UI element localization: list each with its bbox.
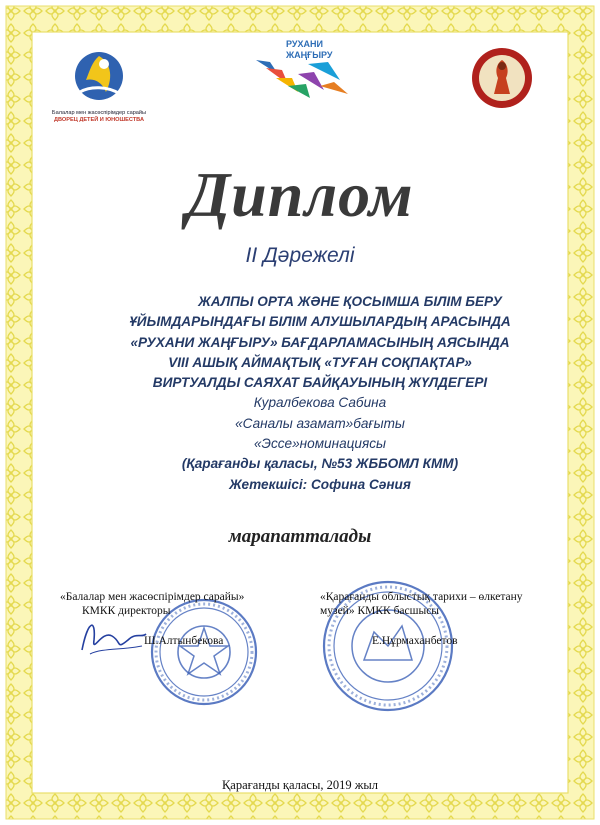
right-name: Е.Нұрмаханбетов bbox=[372, 635, 458, 647]
award-nomination: «Эссе»номинациясы bbox=[253, 436, 387, 452]
award-line: «РУХАНИ ЖАҢҒЫРУ» БАҒДАРЛАМАСЫНЫҢ АЯСЫНДА bbox=[130, 334, 510, 350]
right-org: «Қарағанды облыстық тарихи – өлкетану bbox=[320, 591, 523, 603]
award-direction: «Саналы азамат»бағыты bbox=[235, 415, 405, 431]
museum-logo bbox=[470, 46, 534, 110]
museum-emblem-icon bbox=[470, 46, 534, 110]
left-role: КМКК директоры bbox=[82, 605, 171, 617]
award-line: VIII АШЫҚ АЙМАҚТЫҚ «ТУҒАН СОҚПАҚТАР» bbox=[168, 354, 472, 370]
left-signature-block bbox=[60, 590, 300, 648]
award-line: ВИРТУАЛДЫ САЯХАТ БАЙҚАУЫНЫҢ ЖҮЛДЕГЕРІ bbox=[152, 375, 488, 391]
diploma-degree: II Дәрежелі bbox=[245, 244, 355, 267]
awarded-text: марапатталады bbox=[228, 526, 372, 547]
supervisor: Жетекшісі: Софина Сәния bbox=[229, 476, 411, 492]
award-line: ЖАЛПЫ ОРТА ЖӘНЕ ҚОСЫМША БІЛІМ БЕРУ bbox=[198, 294, 502, 309]
footer-place-year: Қарағанды қаласы, 2019 жыл bbox=[221, 778, 379, 792]
left-name: Ш.Алтынбекова bbox=[144, 635, 224, 647]
award-line: ҰЙЫМДАРЫНДАҒЫ БІЛІМ АЛУШЫЛАРДЫҢ АРАСЫНДА bbox=[129, 314, 511, 330]
rukhani-zhangyru-logo bbox=[248, 34, 358, 106]
palace-emblem-icon bbox=[40, 48, 158, 103]
palace-caption-kz: Балалар мен жасөспірімдер сарайы bbox=[51, 110, 147, 116]
right-signature-block bbox=[320, 590, 560, 648]
palace-caption-ru: ДВОРЕЦ ДЕТЕЙ И ЮНОШЕСТВА bbox=[54, 116, 144, 123]
recipient-school: (Қарағанды қаласы, №53 ЖББОМЛ КММ) bbox=[181, 456, 459, 472]
palace-logo bbox=[40, 48, 158, 126]
right-role: музей» КМКК басшысы bbox=[320, 605, 440, 617]
recipient-name: Куралбекова Сабина bbox=[253, 395, 387, 411]
left-org: «Балалар мен жасөспірімдер сарайы» bbox=[60, 591, 245, 603]
rukhani-line-1: РУХАНИ bbox=[286, 39, 323, 49]
award-text bbox=[100, 292, 540, 495]
diploma-title: Диплом bbox=[186, 159, 414, 230]
rukhani-line-2: ЖАҢҒЫРУ bbox=[286, 50, 333, 60]
